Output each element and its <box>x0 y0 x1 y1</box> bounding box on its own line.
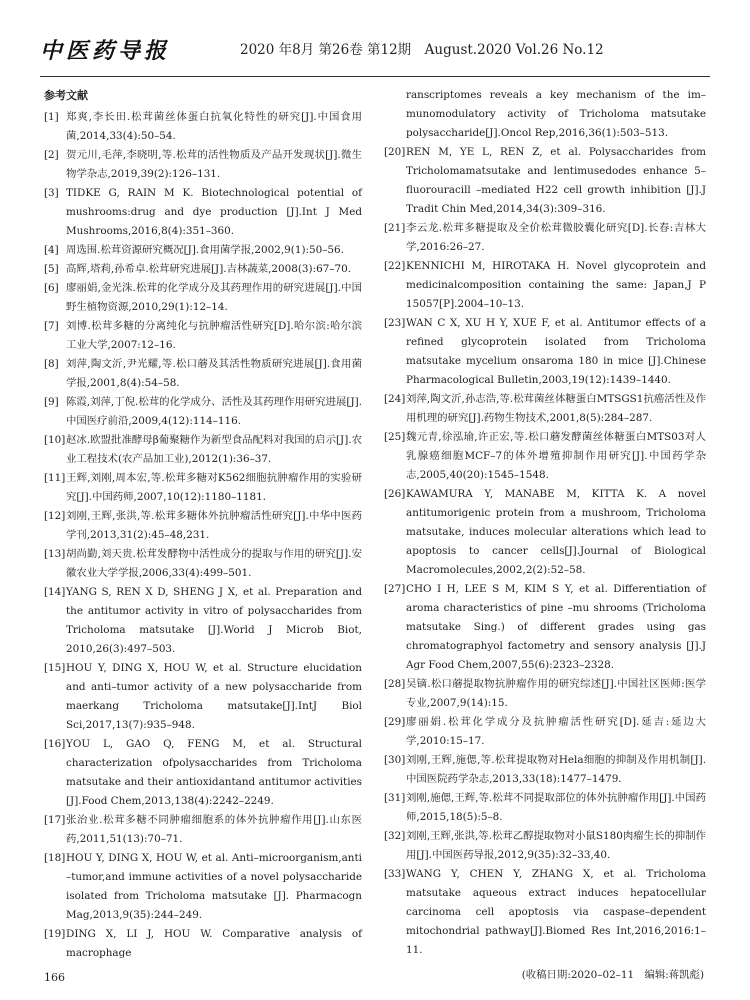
reference-number: [8] <box>44 358 59 370</box>
reference-item <box>384 428 706 485</box>
page-header <box>40 20 710 77</box>
reference-text: 陈霞,刘萍,丁倪.松茸的化学成分、活性及其药理作用研究进展[J].中国医疗前沿,2009,4(12):114–116. <box>66 396 362 427</box>
reference-continuation: ranscriptomes reveals a key mechanism of the im–munomodulatory activity of Tricholoma matsutake polysaccharide[J].Oncol Rep,2016,36(1):503–513. <box>406 89 706 139</box>
reference-item <box>384 789 706 827</box>
reference-text: 胡尚勤,刘天贵.松茸发酵物中活性成分的提取与作用的研究[J].安徽农业大学学报,2006,33(4):499–501. <box>66 548 362 579</box>
reference-number: [33] <box>384 868 406 880</box>
reference-number: [31] <box>384 792 406 804</box>
reference-item <box>384 257 706 314</box>
reference-text: 刘刚,王辉,施偲,等.松茸提取物对Hela细胞的抑制及作用机制[J].中国医院药学杂志,2013,33(18):1477–1479. <box>406 754 706 785</box>
reference-item <box>44 811 362 849</box>
reference-number: [30] <box>384 754 406 766</box>
reference-item <box>44 849 362 925</box>
reference-text: 刘萍,陶文沂,尹光耀,等.松口蘑及其活性物质研究进展[J].食用菌学报,2001,8(4):54–58. <box>66 358 362 389</box>
reference-text: 魏元青,徐泓瑜,许正宏,等.松口蘑发酵菌丝体糖蛋白MTS03对人乳腺癌细胞MCF–7的体外增殖抑制作用研究[J].中国药学杂志,2005,40(20):1545–1548. <box>406 431 706 481</box>
reference-item <box>384 580 706 675</box>
reference-text: 刘刚,施偲,王辉,等.松茸不同提取部位的体外抗肿瘤作用[J].中国药师,2015,18(5):5–8. <box>406 792 706 823</box>
reference-text: 李云龙.松茸多糖提取及全价松茸微胶囊化研究[D].长春:吉林大学,2016:26–27. <box>406 222 706 253</box>
reference-item <box>44 279 362 317</box>
reference-item <box>384 390 706 428</box>
reference-text: CHO I H, LEE S M, KIM S Y, et al. Differentiation of aroma characteristics of pine –mu shrooms (Tricholoma matsutake Sing.) of different grades using gas chromatographyol factometry and sensory analysis [J].J Agr Food Chem,2007,55(6):2323–2328. <box>406 583 706 671</box>
reference-text: HOU Y, DING X, HOU W, et al. Anti–microorganism,anti –tumor,and immune activities of a novel polysaccharide isolated from Tricholoma matsutake [J]. Pharmacogn Mag,2013,9(35):244–249. <box>66 852 362 921</box>
reference-item <box>384 219 706 257</box>
reference-item <box>44 317 362 355</box>
reference-number: [9] <box>44 396 59 408</box>
left-column <box>44 86 362 963</box>
reference-number: [13] <box>44 548 66 560</box>
references-heading: 参考文献 <box>44 89 88 102</box>
reference-text: 刘刚,王辉,张洪,等.松茸乙醇提取物对小鼠S180肉瘤生长的抑制作用[J].中国医药导报,2012,9(35):32–33,40. <box>406 830 706 861</box>
reference-number: [3] <box>44 187 59 199</box>
reference-number: [1] <box>44 111 59 123</box>
reference-item <box>384 314 706 390</box>
reference-number: [23] <box>384 317 406 329</box>
reference-text: 郑爽,李长田.松茸菌丝体蛋白抗氧化特性的研究[J].中国食用菌,2014,33(4):50–54. <box>66 111 362 142</box>
reference-number: [6] <box>44 282 59 294</box>
reference-number: [15] <box>44 662 66 674</box>
reference-number: [5] <box>44 263 59 275</box>
reference-item <box>44 735 362 811</box>
journal-logo: 中医药导报 <box>40 38 171 64</box>
reference-number: [19] <box>44 928 66 940</box>
issue-info: 2020 年8月 第26卷 第12期 August.2020 Vol.26 No.12 <box>240 42 604 58</box>
reference-text: 廖丽娟,金光洙.松茸的化学成分及其药理作用的研究进展[J].中国野生植物资源,2010,29(1):12–14. <box>66 282 362 313</box>
reference-text: 廖丽娟.松茸化学成分及抗肿瘤活性研究[D].延吉:延边大学,2010:15–17. <box>406 716 706 747</box>
reference-item <box>44 659 362 735</box>
reference-number: [21] <box>384 222 406 234</box>
reference-item <box>384 827 706 865</box>
reference-number: [7] <box>44 320 59 332</box>
reference-text: 刘刚,王辉,张洪,等.松茸多糖体外抗肿瘤活性研究[J].中华中医药学刊,2013,31(2):45–48,231. <box>66 510 362 541</box>
reference-item <box>384 485 706 580</box>
reference-number: [16] <box>44 738 66 750</box>
reference-number: [10] <box>44 434 66 446</box>
reference-text: 刘萍,陶文沂,孙志浩,等.松茸菌丝体糖蛋白MTSGS1抗癌活性及作用机理的研究[J].药物生物技术,2001,8(5):284–287. <box>406 393 706 424</box>
reference-number: [27] <box>384 583 406 595</box>
reference-text: REN M, YE L, REN Z, et al. Polysaccharides from Tricholomamatsutake and lentimusedodes enhance 5–fluorouracill –mediated H22 cell growth inhibition [J].J Tradit Chin Med,2014,34(3):309–316. <box>406 146 706 215</box>
reference-text: 吴镝.松口蘑提取物抗肿瘤作用的研究综述[J].中国社区医师:医学专业,2007,9(14):15. <box>406 678 706 709</box>
reference-item <box>44 184 362 241</box>
reference-item <box>44 108 362 146</box>
reference-item <box>44 545 362 583</box>
reference-number: [28] <box>384 678 406 690</box>
reference-item <box>44 925 362 963</box>
reference-text: 王辉,刘刚,周本宏,等.松茸多糖对K562细胞抗肿瘤作用的实验研究[J].中国药师,2007,10(12):1180–1181. <box>66 472 362 503</box>
received-date-note: (收稿日期:2020–02–11 编辑:蒋凯彪) <box>521 969 704 981</box>
reference-item <box>384 751 706 789</box>
reference-item <box>44 146 362 184</box>
reference-text: 刘博.松茸多糖的分离纯化与抗肿瘤活性研究[D].哈尔滨:哈尔滨工业大学,2007:12–16. <box>66 320 362 351</box>
reference-text: DING X, LI J, HOU W. Comparative analysis of macrophage <box>66 928 362 959</box>
right-column <box>384 86 706 985</box>
reference-number: [11] <box>44 472 66 484</box>
reference-text: 赵冰.欧盟批准酵母β葡聚糖作为新型食品配料对我国的启示[J].农业工程技术(农产品加工业),2012(1):36–37. <box>66 434 362 465</box>
reference-text: 张治业.松茸多糖不同肿瘤细胞系的体外抗肿瘤作用[J].山东医药,2011,51(13):70–71. <box>66 814 362 845</box>
reference-text: TIDKE G, RAIN M K. Biotechnological potential of mushrooms:drug and dye production [J].Int J Med Mushrooms,2016,8(4):351–360. <box>66 187 362 237</box>
reference-item <box>384 865 706 960</box>
reference-item <box>44 355 362 393</box>
reference-item <box>44 393 362 431</box>
reference-item <box>44 241 362 260</box>
reference-text: WAN C X, XU H Y, XUE F, et al. Antitumor effects of a refined glycoprotein isolated from Tricholoma matsutake mycelium onsaroma 180 in mice [J].Chinese Pharmacological Bulletin,2003,19(12):1439–1440. <box>406 317 706 386</box>
page-number: 166 <box>44 971 65 984</box>
reference-number: [26] <box>384 488 406 500</box>
reference-text: 高辉,塔莉,孙希卓.松茸研究进展[J].吉林蔬菜,2008(3):67–70. <box>66 263 352 275</box>
reference-number: [4] <box>44 244 59 256</box>
reference-text: 周选围.松茸资源研究概况[J].食用菌学报,2002,9(1):50–56. <box>66 244 344 256</box>
reference-text: 贺元川,毛萍,李晓明,等.松茸的活性物质及产品开发现状[J].微生物学杂志,2019,39(2):126–131. <box>66 149 362 180</box>
reference-number: [12] <box>44 510 66 522</box>
reference-text: WANG Y, CHEN Y, ZHANG X, et al. Tricholoma matsutake aqueous extract induces hepatocellular carcinoma cell apoptosis via caspase–dependent mitochondrial pathway[J].Biomed Res Int,2016,2016:1–11. <box>406 868 706 956</box>
reference-number: [17] <box>44 814 66 826</box>
reference-number: [22] <box>384 260 406 272</box>
reference-text: YANG S, REN X D, SHENG J X, et al. Preparation and the antitumor activity in vitro of polysaccharides from Tricholoma matsutake [J].World J Microb Biot, 2010,26(3):497–503. <box>66 586 362 655</box>
reference-item <box>384 675 706 713</box>
reference-number: [29] <box>384 716 406 728</box>
reference-number: [32] <box>384 830 406 842</box>
reference-number: [20] <box>384 146 406 158</box>
reference-text: KAWAMURA Y, MANABE M, KITTA K. A novel antitumorigenic protein from a mushroom, Tricholoma matsutake, induces molecular alterations which lead to apoptosis to cancer cells[J].Journal of Biological Macromolecules,2002,2(2):52–58. <box>406 488 706 576</box>
reference-text: HOU Y, DING X, HOU W, et al. Structure elucidation and anti–tumor activity of a new polysaccharide from maerkang Tricholoma matsutake[J].IntJ Biol Sci,2017,13(7):935–948. <box>66 662 362 731</box>
reference-item <box>384 143 706 219</box>
reference-item <box>384 713 706 751</box>
reference-number: [25] <box>384 431 406 443</box>
right-reference-list <box>384 143 706 960</box>
reference-number: [18] <box>44 852 66 864</box>
reference-number: [14] <box>44 586 66 598</box>
reference-item <box>44 431 362 469</box>
reference-item <box>44 507 362 545</box>
reference-text: KENNICHI M, HIROTAKA H. Novel glycoprotein and medicinalcomposition containing the same: Japan,J P 15057[P].2004–10–13. <box>406 260 706 310</box>
left-reference-list <box>44 108 362 963</box>
reference-item <box>44 469 362 507</box>
reference-item <box>44 583 362 659</box>
reference-text: YOU L, GAO Q, FENG M, et al. Structural characterization ofpolysaccharides from Tricholoma matsutake and their antioxidantand antitumor activities [J].Food Chem,2013,138(4):2242–2249. <box>66 738 362 807</box>
reference-item <box>44 260 362 279</box>
reference-number: [24] <box>384 393 406 405</box>
reference-number: [2] <box>44 149 59 161</box>
